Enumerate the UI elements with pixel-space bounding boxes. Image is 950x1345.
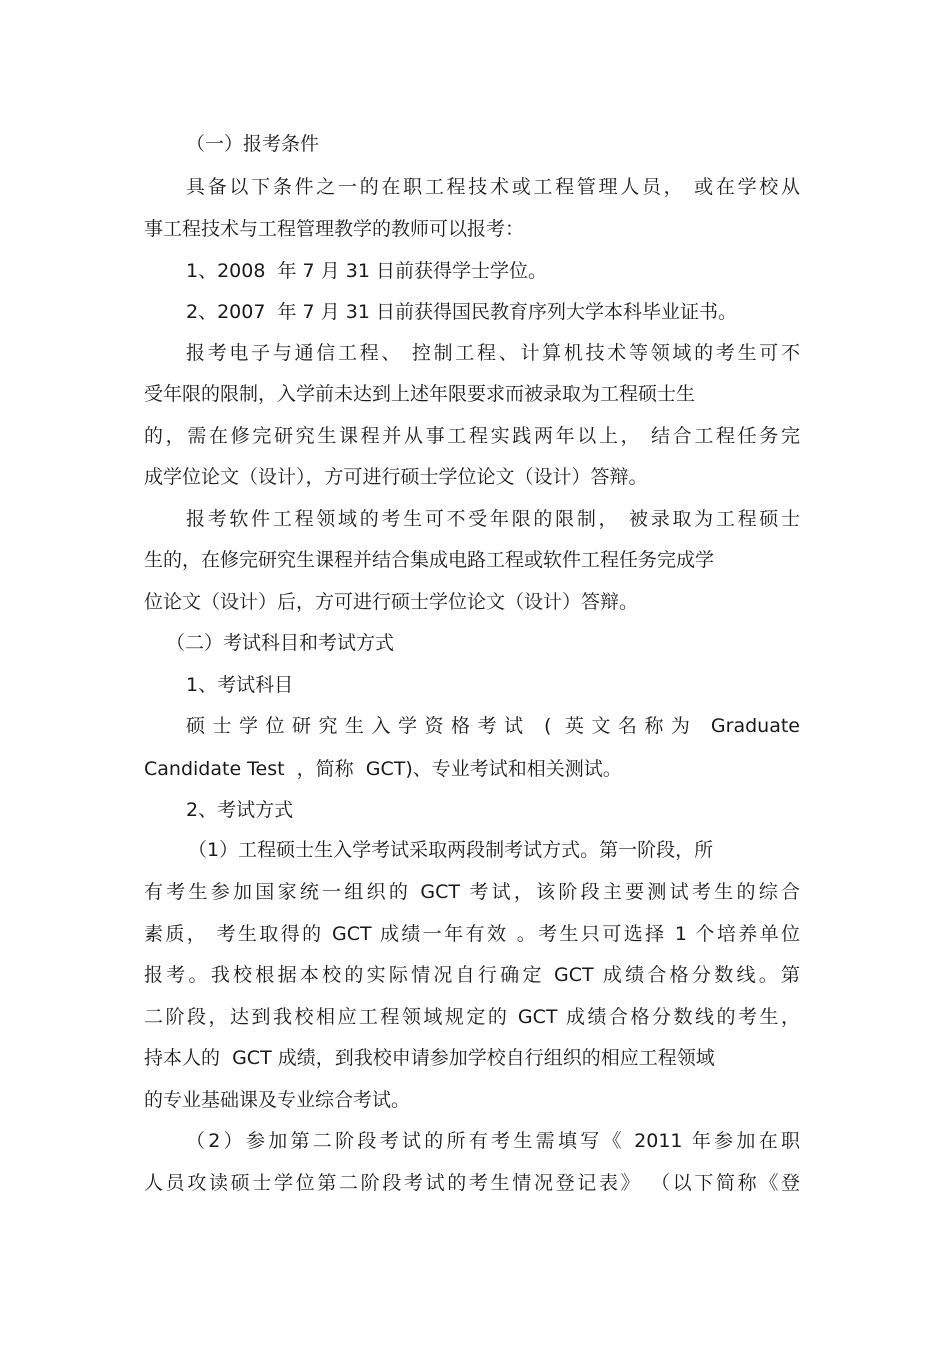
- paragraph-line: 报考电子与通信工程、 控制工程、计算机技术等领域的考生可不: [186, 342, 800, 364]
- subheading-exam-subjects: 1、考试科目: [186, 674, 294, 696]
- paragraph-line: 具备以下条件之一的在职工程技术或工程管理人员， 或在学校从: [186, 176, 800, 198]
- paragraph-line: （2）参加第二阶段考试的所有考生需填写《 2011 年参加在职: [186, 1130, 800, 1152]
- section-heading-2: （二）考试科目和考试方式: [166, 632, 395, 654]
- paragraph-line: Candidate Test ，简称 GCT)、专业考试和相关测试。: [144, 758, 622, 780]
- paragraph-line: （1）工程硕士生入学考试采取两段制考试方式。第一阶段，所: [188, 839, 714, 861]
- paragraph-line: 素质， 考生取得的 GCT 成绩一年有效 。考生只可选择 1 个培养单位: [144, 923, 800, 945]
- paragraph-line: 报考软件工程领域的考生可不受年限的限制， 被录取为工程硕士: [186, 508, 800, 530]
- paragraph-line: 报考。我校根据本校的实际情况自行确定 GCT 成绩合格分数线。第: [144, 964, 800, 986]
- paragraph-line: 位论文（设计）后，方可进行硕士学位论文（设计）答辩。: [144, 591, 639, 613]
- paragraph-line: 受年限的限制，入学前未达到上述年限要求而被录取为工程硕士生: [144, 383, 696, 405]
- section-heading-1: （一）报考条件: [186, 133, 320, 155]
- paragraph-line: 硕士学位研究生入学资格考试 ( 英文名称为 Graduate: [186, 715, 800, 737]
- list-item-2: 2、2007 年 7 月 31 日前获得国民教育序列大学本科毕业证书。: [186, 301, 737, 323]
- paragraph-line: 生的，在修完研究生课程并结合集成电路工程或软件工程任务完成学: [144, 549, 715, 571]
- subheading-exam-method: 2、考试方式: [186, 799, 294, 821]
- paragraph-line: 的专业基础课及专业综合考试。: [144, 1089, 411, 1111]
- paragraph-line: 的，需在修完研究生课程并从事工程实践两年以上， 结合工程任务完: [144, 425, 800, 447]
- paragraph-line: 人员攻读硕士学位第二阶段考试的考生情况登记表》 （以下简称《登: [144, 1172, 800, 1194]
- list-item-1: 1、2008 年 7 月 31 日前获得学士学位。: [186, 260, 547, 282]
- paragraph-line: 有考生参加国家统一组织的 GCT 考试，该阶段主要测试考生的综合: [144, 881, 800, 903]
- paragraph-line: 事工程技术与工程管理教学的教师可以报考：: [144, 218, 525, 240]
- paragraph-line: 持本人的 GCT 成绩，到我校申请参加学校自行组织的相应工程领域: [144, 1047, 715, 1069]
- paragraph-line: 成学位论文（设计），方可进行硕士学位论文（设计）答辩。: [144, 466, 648, 488]
- paragraph-line: 二阶段，达到我校相应工程领域规定的 GCT 成绩合格分数线的考生，: [144, 1006, 800, 1028]
